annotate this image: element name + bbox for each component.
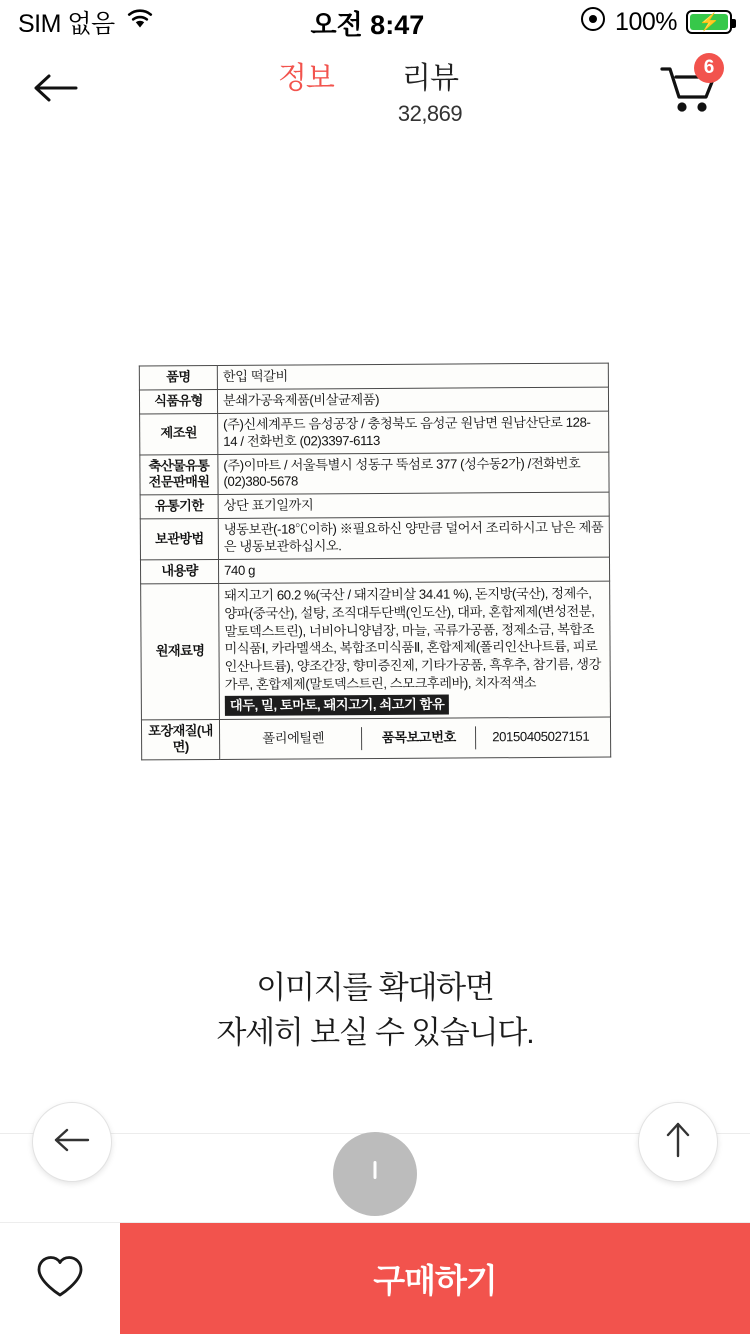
status-time: 오전 8:47 [310,9,425,40]
table-row [140,492,609,519]
arrow-left-icon [32,71,80,110]
table-row [139,387,608,414]
product-info-content [0,136,750,1222]
app-header [0,44,750,136]
nutrition-label-table [139,363,611,761]
label-key: 유통기한 [140,495,218,519]
header-tabs [276,53,462,127]
zoom-hint-line2: 자세히 보실 수 있습니다. [216,1014,534,1050]
ingredients-text: 돼지고기 60.2 %(국산 / 돼지갈비살 34.41 %), 돈지방(국산), 정제수, 양파(중국산), 설탕, 조직대두단백(인도산), 대파, 혼합제제(변성전분, 말토덱스트린), 너비아니양념장, 마늘, 곡류가공품, 정제소금, 복합조미식품Ⅰ, 카라멜색소, 복합조미식품Ⅱ, 혼합제제(폴리인산나트륨, 피로인산나트륨), 양조간장, 향미증진제, 기타가공품, 흑후추, 참기름, 생강가루, 혼합제제(말토덱스트린, 스모크후레바), 치자적색소 [224,585,602,692]
heart-icon [34,1252,86,1305]
table-row [140,557,609,584]
arrow-up-icon [665,1121,691,1164]
table-row [139,363,608,390]
table-row-ingredients [141,581,611,720]
packaging-footer-cell [219,717,610,760]
report-number-value: 20150405027151 [476,726,605,750]
status-bar [0,0,750,44]
table-row-footer [141,717,610,761]
label-key: 축산물유통전문판매원 [140,454,218,495]
buy-button[interactable]: 구매하기 [120,1223,750,1334]
tab-review-label: 리뷰 [402,62,458,95]
battery-charging-icon: ⚡ [686,10,732,34]
status-bar-left [18,4,155,40]
cart-icon [656,104,722,121]
floating-nav [0,1102,750,1192]
label-value: (주)신세계푸드 음성공장 / 충청북도 음성군 원남면 원남산단로 128-14 / 전화번호 (02)3397-6113 [218,411,609,454]
zoom-hint-line1: 이미지를 확대하면 [256,970,494,1005]
carrier-label: SIM 없음 [18,10,115,38]
packaging-material-key: 포장재질(내면) [141,719,219,760]
ingredients-cell [219,581,611,719]
tab-review[interactable] [398,53,462,127]
drag-handle-icon[interactable] [333,1132,417,1216]
product-label-image[interactable] [140,364,610,759]
wifi-icon [125,8,155,37]
report-number-key: 품목보고번호 [362,726,476,750]
table-row [140,411,609,455]
ingredients-key: 원재료명 [141,583,220,719]
table-row [140,516,609,560]
status-bar-right [580,6,732,39]
label-key: 품명 [139,365,217,389]
label-key: 내용량 [140,559,218,583]
tab-review-count: 32,869 [397,101,463,126]
tab-info[interactable] [276,53,336,123]
back-button[interactable] [26,60,86,120]
battery-percent-label: 100% [615,7,677,36]
label-value: 냉동보관(-18℃이하) ※필요하신 양만큼 덜어서 조리하시고 남은 제품은 냉동보관하십시오. [218,516,609,559]
label-value: 한입 떡갈비 [217,363,608,389]
label-value: 상단 표기일까지 [218,492,609,518]
label-key: 보관방법 [140,519,218,560]
arrow-left-icon [53,1127,91,1158]
label-key: 식품유형 [139,389,217,413]
rotation-lock-icon [580,6,606,39]
label-value: (주)이마트 / 서울특별시 성동구 뚝섬로 377 (성수동2가) /전화번호 (02)380-5678 [218,452,609,495]
bottom-action-bar [0,1222,750,1334]
allergen-text: 대두, 밀, 토마토, 돼지고기, 쇠고기 함유 [225,694,450,715]
previous-button[interactable] [32,1102,112,1182]
table-row [140,452,609,496]
cart-badge: 6 [694,53,724,83]
wishlist-button[interactable] [0,1223,120,1334]
tab-info-label: 정보 [277,62,334,95]
label-value: 740 g [218,557,609,583]
label-key: 제조원 [140,413,218,454]
scroll-to-top-button[interactable] [638,1102,718,1182]
zoom-hint-text [0,966,750,1056]
packaging-material-value: 폴리에틸렌 [262,730,325,746]
cart-button[interactable] [656,57,722,123]
label-value: 분쇄가공육제품(비살균제품) [217,387,608,413]
